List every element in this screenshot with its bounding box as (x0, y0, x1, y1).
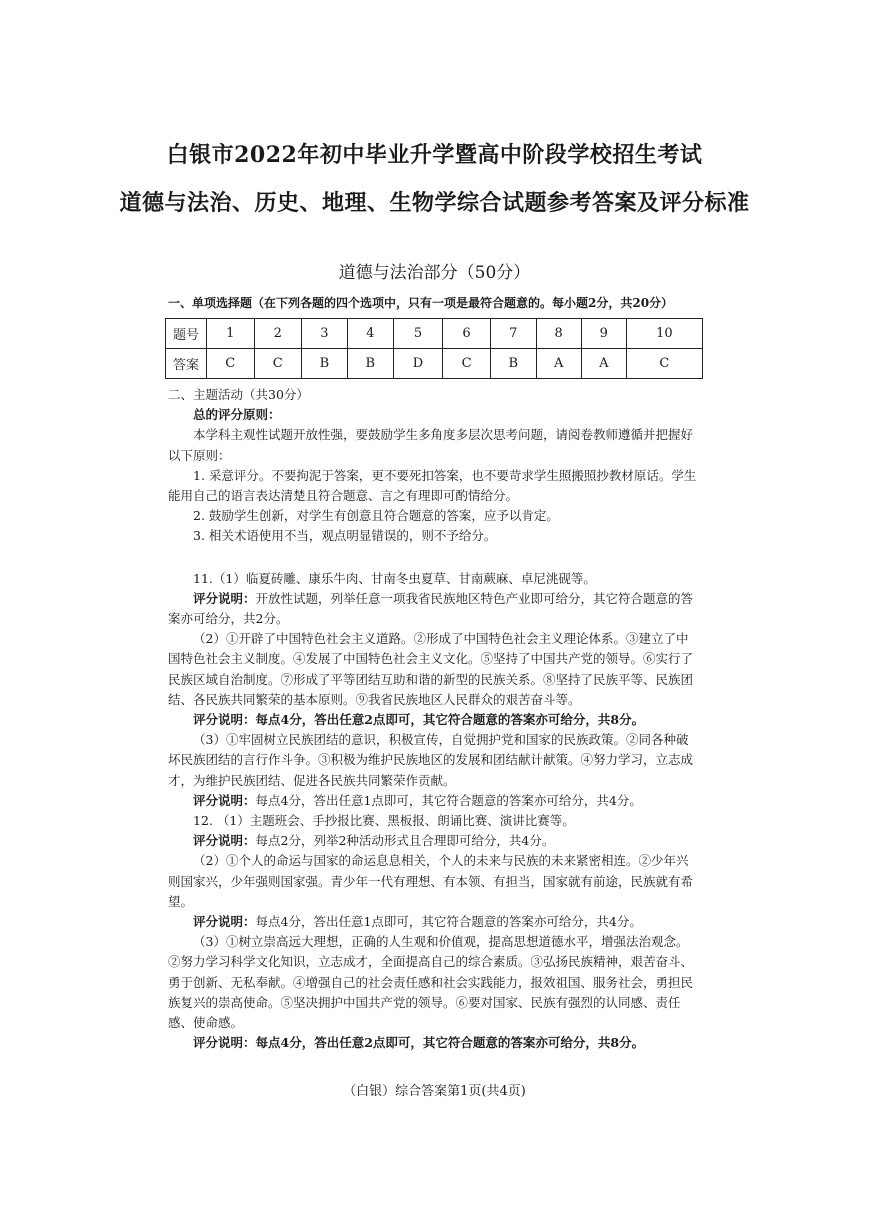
table-cell-answer: B (490, 349, 536, 379)
table-cell-answer: C (254, 349, 302, 379)
table-cell-answer: C (443, 349, 491, 379)
principle-item: 1. 采意评分。不要拘泥于答案，更不要死扣答案，也不要苛求学生照搬照抄教材原话。学生能用自己的语言表达清楚且符合题意、言之有理即可酌情给分。 (168, 467, 697, 504)
scoring-text: 每点2分，列举2种活动形式且合理即可给分，共4分。 (255, 833, 555, 849)
table-cell-answer: C (626, 349, 702, 379)
table-cell-number: 9 (581, 319, 626, 349)
principle-item: 3. 相关术语使用不当，观点明显错误的，则不予给分。 (193, 528, 497, 544)
table-cell-number: 10 (626, 319, 702, 349)
scoring-label: 评分说明： (193, 712, 256, 728)
scoring-text: 每点4分，答出任意1点即可，其它符合题意的答案亦可给分，共4分。 (255, 914, 642, 930)
table-cell-number: 6 (443, 319, 491, 349)
table-cell-answer: A (536, 349, 581, 379)
table-cell-answer: D (393, 349, 443, 379)
answer-paragraph: 12. （1）主题班会、手抄报比赛、黑板报、朗诵比赛、演讲比赛等。 (193, 813, 575, 829)
table-cell-answer: B (347, 349, 393, 379)
principles-intro: 本学科主观性试题开放性强，要鼓励学生多角度多层次思考问题，请阅卷教师遵循并把握好以下原则： (168, 427, 694, 463)
table-cell-number: 7 (490, 319, 536, 349)
page-footer: （白银）综合答案第1页(共4页) (343, 1084, 526, 1099)
scoring-note (168, 1033, 700, 1053)
table-cell-answer: A (581, 349, 626, 379)
section-title: 道德与法治部分（50分） (338, 263, 531, 283)
scoring-note (168, 710, 700, 730)
row-label-answer: 答案 (166, 349, 207, 379)
scoring-note (168, 912, 700, 932)
answer-body (168, 385, 700, 1054)
table-cell-answer: C (207, 349, 255, 379)
scoring-label: 评分说明： (193, 792, 256, 808)
multiple-choice-heading: 一、单项选择题（在下列各题的四个选项中，只有一项是最符合题意的。每小题2分，共20分） (168, 296, 674, 310)
scoring-label: 评分说明： (193, 1035, 256, 1051)
scoring-label: 评分说明： (193, 833, 256, 849)
scoring-text: 每点4分，答出任意2点即可，其它符合题意的答案亦可给分，共8分。 (255, 712, 645, 728)
spacer (168, 547, 700, 569)
document-title: 道德与法治、历史、地理、生物学综合试题参考答案及评分标准 (119, 190, 750, 216)
table-cell-number: 4 (347, 319, 393, 349)
answer-paragraph: 11.（1）临夏砖雕、康乐牛肉、甘南冬虫夏草、甘南蕨麻、卓尼洮砚等。 (193, 570, 596, 586)
answer-paragraph: （3）①牢固树立民族团结的意识，积极宣传，自觉拥护党和国家的民族政策。②同各种破坏民族团结的言行作斗争。③积极为维护民族地区的发展和团结献计献策。④努力学习，立志成才，为维护民族团结、促进各民族共同繁荣作贡献。 (168, 732, 694, 788)
scoring-text: 每点4分，答出任意1点即可，其它符合题意的答案亦可给分，共4分。 (255, 792, 642, 808)
scoring-text: 每点4分，答出任意2点即可，其它符合题意的答案亦可给分，共8分。 (255, 1035, 645, 1051)
answer-row (166, 349, 703, 379)
question-number-row (166, 319, 703, 349)
table-cell-number: 1 (207, 319, 255, 349)
scoring-note (168, 791, 700, 811)
answer-paragraph: （2）①开辟了中国特色社会主义道路。②形成了中国特色社会主义理论体系。③建立了中国特色社会主义制度。④发展了中国特色社会主义文化。⑤坚持了中国共产党的领导。⑥实行了民族区域自治制度。⑦形成了平等团结互助和谐的新型的民族关系。⑧坚持了民族平等、民族团结、各民族共同繁荣的基本原则。⑨我省民族地区人民群众的艰苦奋斗等。 (168, 631, 694, 707)
table-cell-number: 2 (254, 319, 302, 349)
scoring-label: 评分说明： (193, 914, 256, 930)
answer-paragraph: （2）①个人的命运与国家的命运息息相关，个人的未来与民族的未来紧密相连。②少年兴则国家兴，少年强则国家强。青少年一代有理想、有本领、有担当，国家就有前途，民族就有希望。 (168, 853, 694, 909)
principles-title: 总的评分原则： (193, 407, 281, 423)
answer-paragraph: （3）①树立崇高远大理想，正确的人生观和价值观，提高思想道德水平，增强法治观念。②努力学习科学文化知识，立志成才，全面提高自己的综合素质。③弘扬民族精神，艰苦奋斗、勇于创新、无私奉献。④增强自己的社会责任感和社会实践能力，报效祖国、服务社会，勇担民族复兴的崇高使命。⑤坚决拥护中国共产党的领导。⑥要对国家、民族有强烈的认同感、责任感、使命感。 (168, 934, 694, 1031)
table-cell-number: 8 (536, 319, 581, 349)
table-cell-answer: B (302, 349, 348, 379)
scoring-text: 开放性试题，列举任意一项我省民族地区特色产业即可给分，其它符合题意的答案亦可给分，共2分。 (168, 590, 694, 627)
table-cell-number: 5 (393, 319, 443, 349)
principle-item: 2. 鼓励学生创新，对学生有创意且符合题意的答案，应予以肯定。 (193, 508, 559, 524)
exam-title: 白银市2022年初中毕业升学暨高中阶段学校招生考试 (166, 142, 703, 168)
scoring-note (168, 589, 700, 629)
answer-table (165, 318, 703, 379)
table-cell-number: 3 (302, 319, 348, 349)
row-label-number: 题号 (166, 319, 207, 349)
scoring-label: 评分说明： (193, 590, 256, 606)
scoring-note (168, 831, 700, 851)
part2-title: 二、主题活动（共30分） (168, 387, 309, 402)
